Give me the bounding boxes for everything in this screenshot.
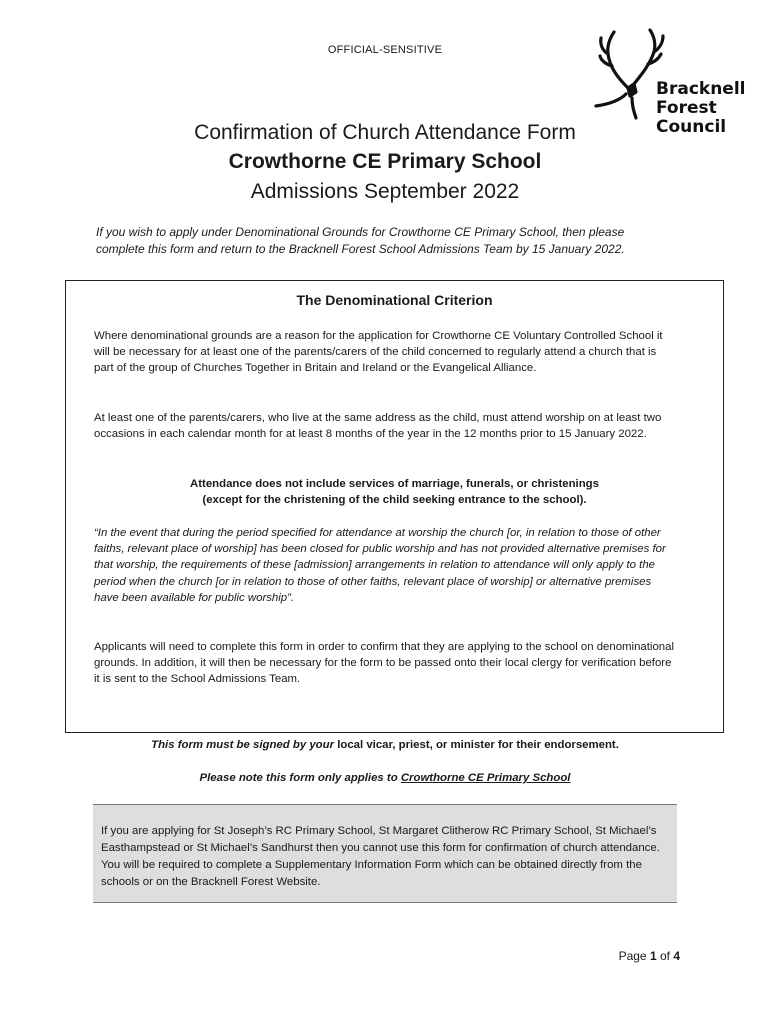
page-current: 1 <box>649 949 657 963</box>
applies-note-school: Crowthorne CE Primary School <box>400 772 571 784</box>
criterion-paragraph-2: At least one of the parents/carers, who live at the same address as the child, must attend worship on at least two occasions in each calendar month for at least 8 months of the year in the 12 months prior to 15 January 2022. <box>94 412 662 441</box>
classification-label: OFFICIAL-SENSITIVE <box>327 44 443 56</box>
intro-text: If you wish to apply under Denominational Grounds for Crowthorne CE Primary School, then please complete this form and return to the Bracknell Forest School Admissions Team by 15 January 2022. <box>96 225 625 256</box>
signature-requirement <box>0 739 770 751</box>
school-title: Crowthorne CE Primary School <box>228 150 542 173</box>
criterion-paragraph-1: Where denominational grounds are a reason for the application for Crowthorne CE Voluntary Controlled School it will be necessary for at least one of the parents/carers of the child concerned to regularly attend a church that is part of the group of Churches Together in Britain and Ireland or the Evangelical Alliance. <box>94 330 663 375</box>
signature-requirement-italic: This form must be signed by your <box>151 739 335 751</box>
exclusions-line-1: Attendance does not include services of marriage, funerals, or christenings <box>190 478 599 490</box>
applies-note <box>0 772 770 784</box>
criterion-paragraph-5: Applicants will need to complete this form in order to confirm that they are applying to the school on denominational grounds. In addition, it will then be necessary for the form to be passed onto their local clergy for verification before it is sent to the School Admissions Team. <box>94 641 674 686</box>
logo-line-3: Council <box>656 117 727 137</box>
other-schools-notice <box>93 804 677 903</box>
admissions-title: Admissions September 2022 <box>250 180 520 203</box>
criterion-quote: “In the event that during the period specified for attendance at worship the church [or, in relation to those of other faiths, relevant place of worship] has been closed for public worship and has not provided alternative premises for that worship, the requirements of these [admission] arrangements in relation to attendance will only apply to the period when the church [or in relation to those of other faiths, relevant place of worship] or alternative premises have been available for public worship”. <box>94 527 666 604</box>
page-label: Page <box>618 949 650 963</box>
page-of-label: of <box>656 949 674 963</box>
exclusions-line-2: (except for the christening of the child seeking entrance to the school). <box>202 494 587 507</box>
form-title: Confirmation of Church Attendance Form <box>194 121 576 144</box>
other-schools-notice-text: If you are applying for St Joseph’s RC Primary School, St Margaret Clitherow RC Primary School, St Michael’s Easthampstead or St Michael’s Sandhurst then you cannot use this form for confirmation of church attendance. You will be required to complete a Supplementary Information Form which can be obtained directly from the schools or on the Bracknell Forest Website. <box>101 825 660 888</box>
logo-line-1: Bracknell <box>656 79 746 99</box>
signature-requirement-rest: local vicar, priest, or minister for their endorsement. <box>334 739 619 751</box>
criterion-box <box>65 280 724 733</box>
page-total: 4 <box>673 949 680 963</box>
criterion-heading: The Denominational Criterion <box>296 292 493 308</box>
page-number <box>600 949 680 963</box>
logo-line-2: Forest <box>656 98 717 118</box>
criterion-exclusions <box>86 476 703 508</box>
applies-note-prefix: Please note this form only applies to <box>199 772 401 784</box>
